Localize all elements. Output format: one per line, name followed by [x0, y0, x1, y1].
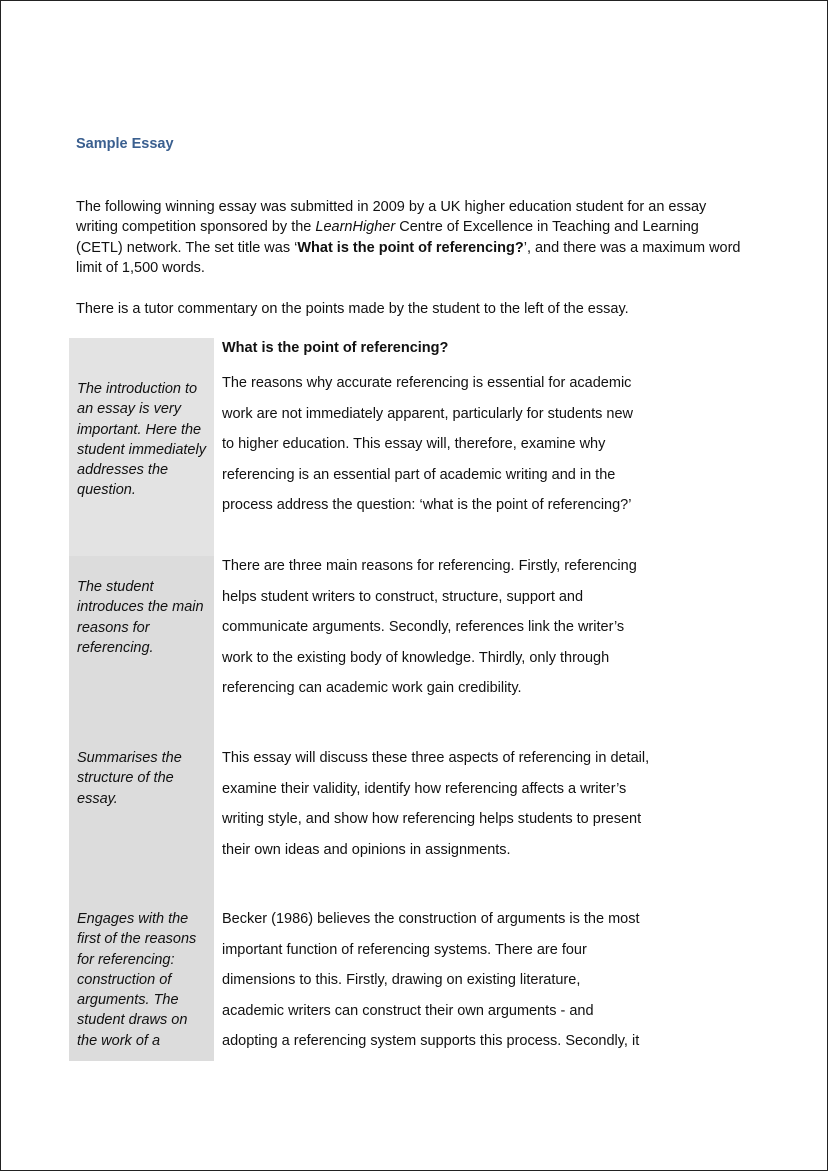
tutor-comment-3: Summarises the structure of the essay. — [77, 750, 182, 807]
intro-text-b: Centre of Excellence in Teaching and Learning (CETL) network. The set title was ‘ — [76, 219, 699, 256]
essay-line: examine their validity, identify how referencing affects a writer’s — [222, 780, 627, 797]
tutor-comment-1: The introduction to an essay is very important. Here the student immediately addresses the question. — [77, 381, 206, 499]
essay-paragraph-3 — [222, 743, 682, 865]
essay-line: important function of referencing systems. There are four — [222, 941, 587, 958]
essay-line: The reasons why accurate referencing is essential for academic — [222, 375, 632, 391]
essay-line: communicate arguments. Secondly, references link the writer’s — [222, 619, 625, 636]
essay-line: to higher education. This essay will, therefore, examine why — [222, 436, 606, 453]
intro-text-a: The following winning essay was submitted in 2009 by a UK higher education student for an essay writing competition sponsored by the — [76, 199, 707, 236]
essay-line: Becker (1986) believes the construction of arguments is the most — [222, 911, 640, 927]
intro-paragraph-2: There is a tutor commentary on the points made by the student to the left of the essay. — [76, 300, 629, 317]
page-heading: Sample Essay — [76, 136, 174, 152]
essay-paragraph-2 — [222, 551, 682, 704]
essay-line: writing style, and show how referencing helps students to present — [222, 811, 642, 828]
essay-line: academic writers can construct their own arguments - and — [222, 1002, 594, 1019]
essay-line: work to the existing body of knowledge. Thirdly, only through — [222, 649, 610, 666]
essay-line: work are not immediately apparent, particularly for students new — [222, 405, 634, 422]
essay-line: their own ideas and opinions in assignments. — [222, 841, 511, 858]
essay-line: helps student writers to construct, structure, support and — [222, 588, 584, 605]
essay-line: process address the question: ‘what is the point of referencing?’ — [222, 497, 632, 514]
intro-text-c: ’, and there was a maximum word limit of 1,500 words. — [76, 239, 741, 276]
intro-paragraph-1 — [76, 197, 746, 278]
intro-section — [76, 197, 746, 339]
intro-learnhigher-italic: LearnHigher — [315, 219, 396, 236]
essay-paragraph-4 — [222, 904, 682, 1057]
essay-line: dimensions to this. Firstly, drawing on existing literature, — [222, 972, 581, 989]
essay-line: referencing is an essential part of academic writing and in the — [222, 466, 616, 483]
essay-line: This essay will discuss these three aspects of referencing in detail, — [222, 750, 650, 766]
essay-line: adopting a referencing system supports this process. Secondly, it — [222, 1033, 640, 1050]
tutor-comment-2: The student introduces the main reasons for referencing. — [77, 579, 204, 656]
essay-line: referencing can academic work gain credibility. — [222, 680, 522, 697]
tutor-commentary-column — [69, 338, 214, 1061]
essay-line: There are three main reasons for referencing. Firstly, referencing — [222, 558, 637, 574]
tutor-comment-4: Engages with the first of the reasons for referencing: construction of arguments. The student draws on the work of a — [77, 911, 197, 1049]
essay-paragraph-1 — [222, 368, 682, 521]
intro-essay-title-bold: What is the point of referencing? — [297, 239, 524, 256]
essay-title: What is the point of referencing? — [222, 340, 449, 356]
